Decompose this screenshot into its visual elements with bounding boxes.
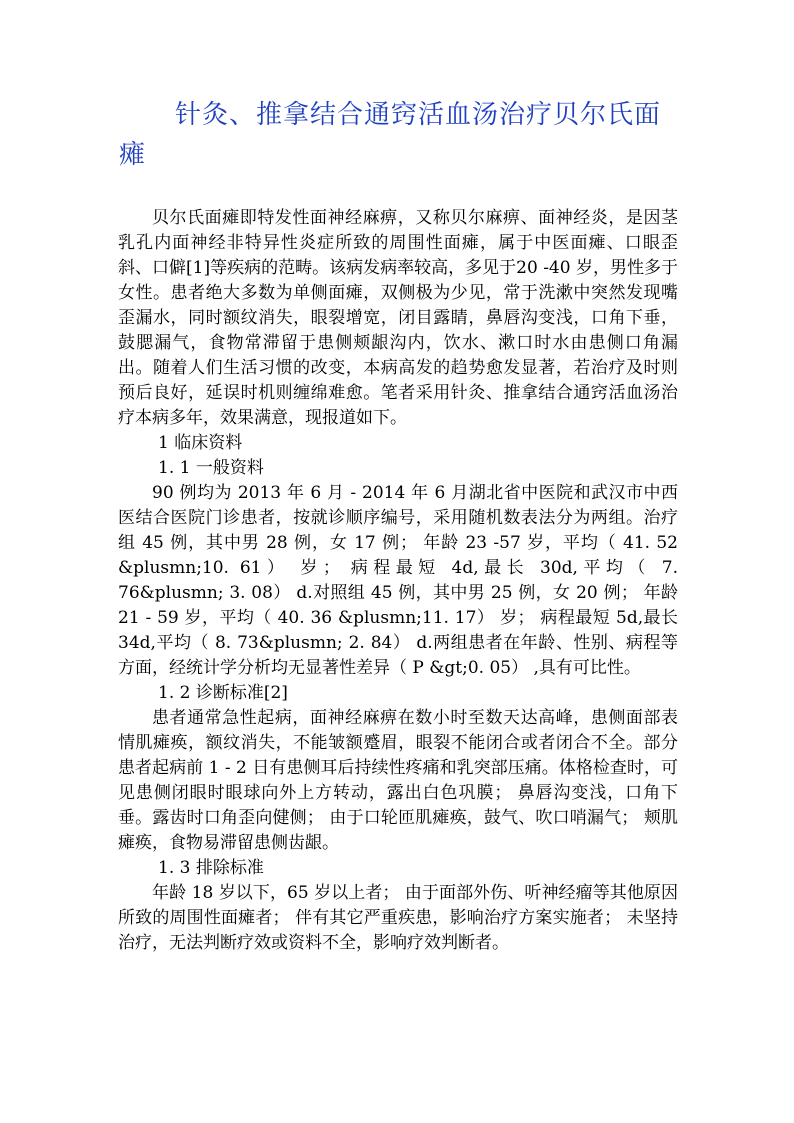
intro-paragraph: 贝尔氏面瘫即特发性面神经麻痹，又称贝尔麻痹、面神经炎，是因茎乳孔内面神经非特异性炎症所致的周围性面瘫，属于中医面瘫、口眼歪斜、口僻[1]等疾病的范畴。该病发病率较高，多见于20 -40 岁，男性多于女性。患者绝大多数为单侧面瘫，双侧极为少见，常于洗漱中突然发现嘴歪漏水，同时额纹消失，眼裂增宽，闭目露睛，鼻唇沟变浅，口角下垂，鼓腮漏气，食物常滞留于患侧颊龈沟内，饮水、漱口时水由患侧口角漏出。随着人们生活习惯的改变，本病高发的趋势愈发显著，若治疗及时则预后良好，延误时机则缠绵难愈。笔者采用针灸、推拿结合通窍活血汤治疗本病多年，效果满意，现报道如下。 xyxy=(118,208,678,428)
section-heading-clinical-data: 1 临床资料 xyxy=(158,433,243,453)
subsection-heading-diagnosis: 1. 2 诊断标准[2] xyxy=(158,683,288,703)
exclusion-paragraph: 年龄 18 岁以下，65 岁以上者； 由于面部外伤、听神经瘤等其他原因所致的周围性面瘫者； 伴有其它严重疾患，影响治疗方案实施者； 未坚持治疗，无法判断疗效或资料不全，影响疗效判断者。 xyxy=(118,883,678,953)
document-title: 针灸、推拿结合通窍活血汤治疗贝尔氏面瘫 xyxy=(119,100,662,170)
diagnosis-paragraph: 患者通常急性起病，面神经麻痹在数小时至数天达高峰，患侧面部表情肌瘫痪，额纹消失，不能皱额蹙眉，眼裂不能闭合或者闭合不全。部分患者起病前 1 - 2 日有患侧耳后持续性疼痛和乳突部压痛。体格检查时，可见患侧闭眼时眼球向外上方转动，露出白色巩膜； 鼻唇沟变浅，口角下垂。露齿时口角歪向健侧； 由于口轮匝肌瘫痪，鼓气、吹口哨漏气； 颊肌瘫痪，食物易滞留患侧齿龈。 xyxy=(118,708,678,853)
subsection-heading-exclusion: 1. 3 排除标准 xyxy=(158,858,264,878)
general-data-paragraph: 90 例均为 2013 年 6 月 - 2014 年 6 月湖北省中医院和武汉市中西医结合医院门诊患者，按就诊顺序编号，采用随机数表法分为两组。治疗组 45 例，其中男 28 例，女 17 例； 年龄 23 -57 岁，平均（ 41. 52 &plusmn;10. 61） 岁； 病程最短 4d,最长 30d,平均（ 7. 76&plusmn; 3. 08） d.对照组 45 例，其中男 25 例，女 20 例； 年龄 21 - 59 岁，平均（ 40. 36 &plusmn;11. 17） 岁； 病程最短 5d,最长 34d,平均（ 8. 73&plusmn; 2. 84） d.两组患者在年龄、性别、病程等方面，经统计学分析均无显著性差异（ P &gt;0. 05） ,具有可比性。 xyxy=(118,483,678,678)
subsection-heading-general-data: 1. 1 一般资料 xyxy=(158,458,264,478)
document-body xyxy=(118,206,678,956)
